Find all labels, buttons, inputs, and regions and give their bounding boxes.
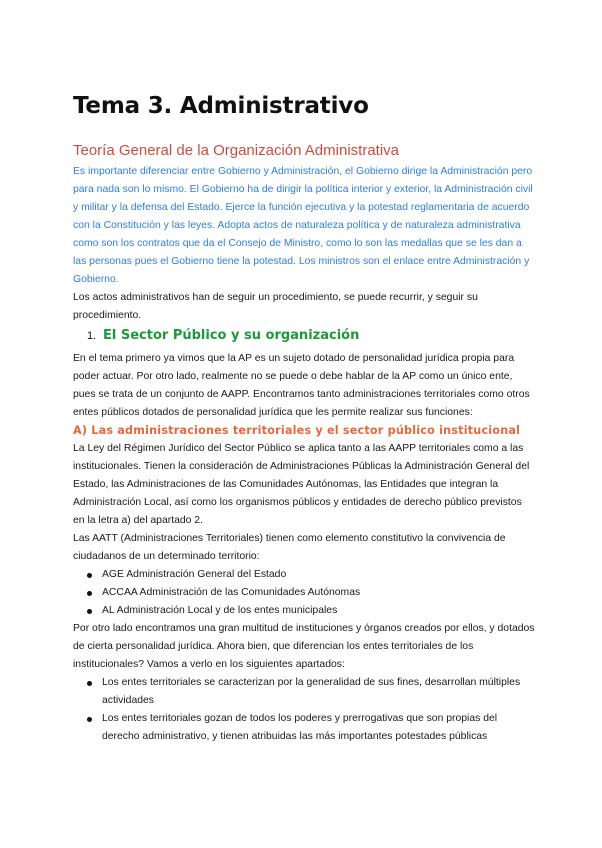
list-item: Los entes territoriales gozan de todos los poderes y prerrogativas que son propias del derecho administrativo, y tienen atribuidas las más importantes potestades públicas — [73, 710, 535, 746]
section-paragraph-2: La Ley del Régimen Jurídico del Sector Público se aplica tanto a las AAPP territoriales como a las institucionales. Tienen la consideración de Administraciones Públicas la Administración General del Estado, las Administraciones de las Comunidades Autónomas, las Entidades que integran la Administración Local, así como los organismos públicos y entidades de derecho público previstos en la letra a) del apartado 2. — [73, 443, 530, 526]
territorial-admin-list — [73, 566, 535, 620]
section-paragraph-1: En el tema primero ya vimos que la AP es un sujeto dotado de personalidad jurídica propia para poder actuar. Por otro lado, realmente no se puede o debe hablar de la AP como un único ente, pues se trata de un conjunto de AAPP. Encontramos tanto administraciones territoriales como otros entes públicos dotados de personalidad jurídica que les permite realizar sus funciones: — [73, 353, 530, 418]
section-heading — [87, 328, 535, 350]
page-title: Tema 3. Administrativo — [73, 93, 369, 119]
list-item: Los entes territoriales se caracterizan por la generalidad de sus fines, desarrollan múltiples actividades — [73, 674, 535, 710]
differences-list — [73, 674, 535, 746]
list-item: AL Administración Local y de los entes municipales — [73, 602, 535, 620]
section-title: El Sector Público y su organización — [103, 328, 360, 343]
intro-paragraph: Los actos administrativos han de seguir un procedimiento, se puede recurrir, y seguir su procedimiento. — [73, 292, 478, 321]
list-item: AGE Administración General del Estado — [73, 566, 535, 584]
intro-paragraph-blue: Es importante diferenciar entre Gobierno y Administración, el Gobierno dirige la Administración pero para nada son lo mismo. El Gobierno ha de dirigir la política interior y exterior, la Administración civil y militar y la defensa del Estado. Ejerce la función ejecutiva y la potestad reglamentaria de acuerdo con la Constitución y las leyes. Adopta actos de naturaleza política y de naturaleza administrativa como son los contratos que da el Consejo de Ministro, como lo son las medallas que se les dan a las personas pues el Gobierno tiene la potestad. Los ministros son el enlace entre Administración y Gobierno. — [73, 166, 533, 285]
subsection-heading: A) Las administraciones territoriales y el sector público institucional — [73, 424, 521, 437]
section-paragraph-3: Las AATT (Administraciones Territoriales) tienen como elemento constitutivo la convivencia de ciudadanos de un determinado territorio: — [73, 533, 506, 562]
list-item: ACCAA Administración de las Comunidades Autónomas — [73, 584, 535, 602]
section-subtitle: Teoría General de la Organización Administrativa — [73, 142, 400, 159]
section-paragraph-4: Por otro lado encontramos una gran multitud de instituciones y órganos creados por ellos, y dotados de cierta personalidad jurídica. Ahora bien, que diferencian los entes territoriales de los institucionales? Vamos a verlo en los siguientes apartados: — [73, 623, 535, 670]
section-number: 1. — [87, 330, 97, 342]
document-body — [73, 92, 535, 746]
